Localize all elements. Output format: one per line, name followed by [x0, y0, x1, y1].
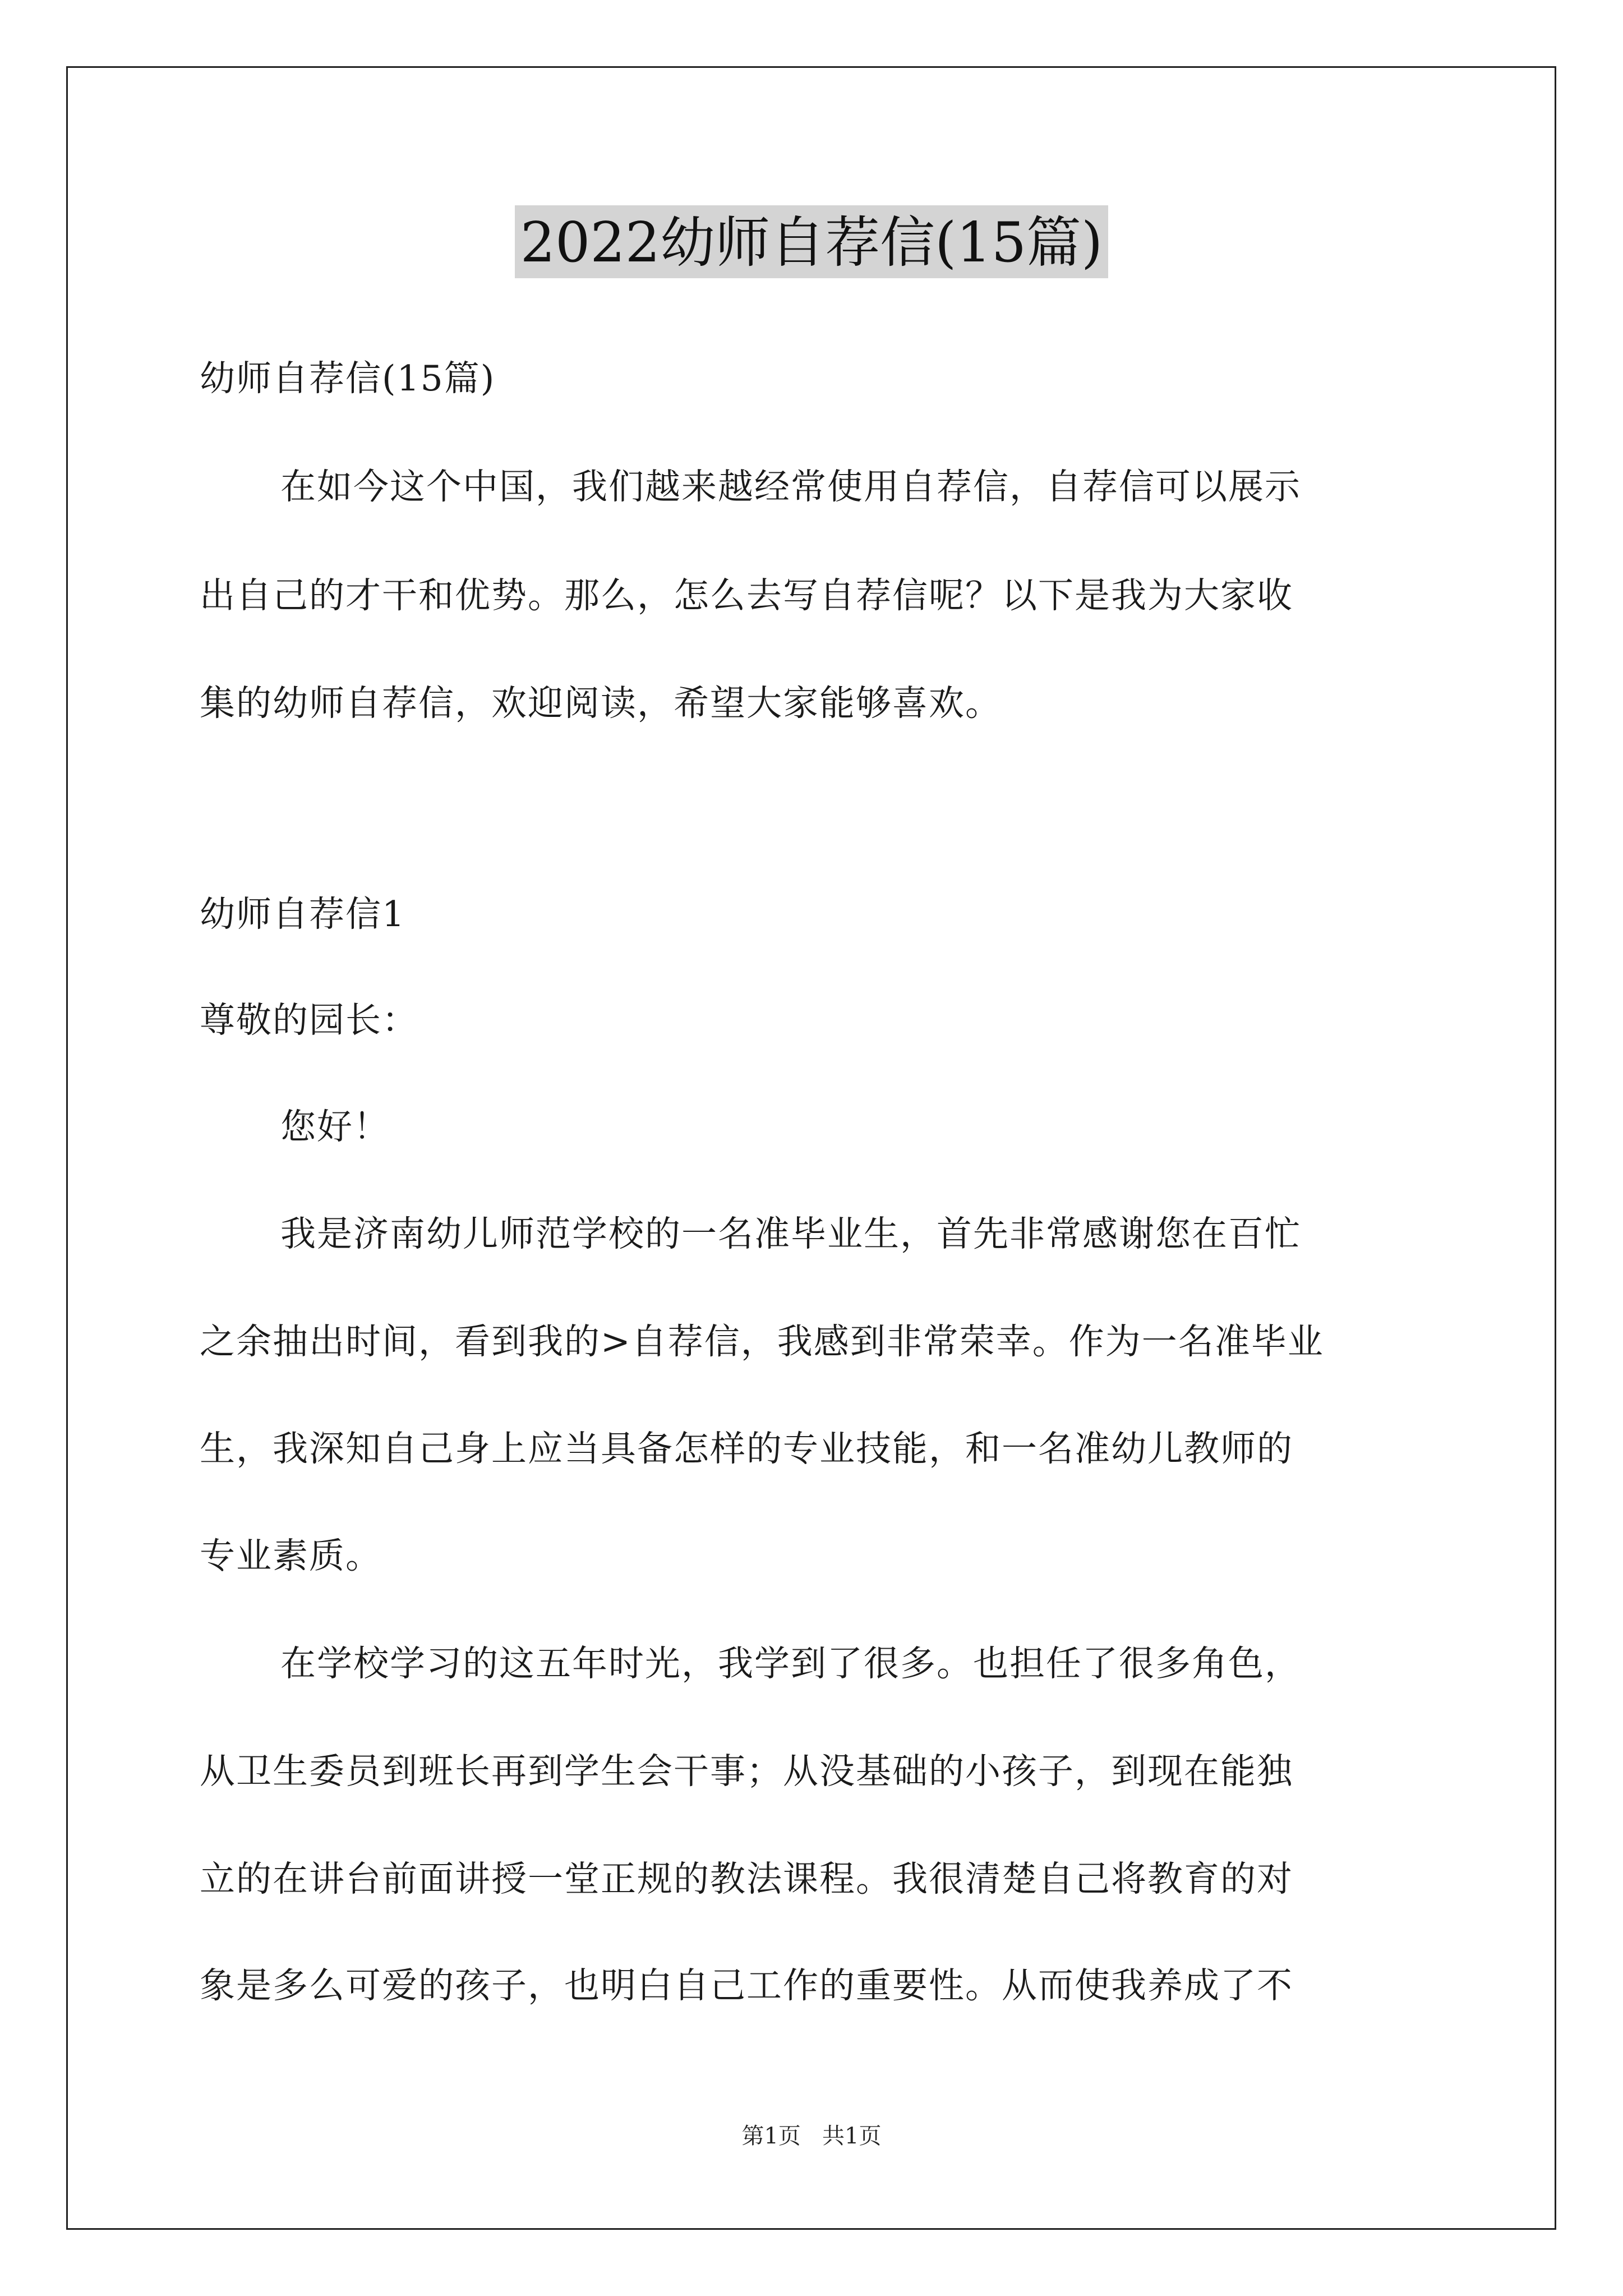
- body-line-3: 生，我深知自己身上应当具备怎样的专业技能，和一名准幼儿教师的: [200, 1428, 1293, 1469]
- document-subtitle: 幼师自荐信(15篇): [200, 358, 496, 399]
- body-line-4: 专业素质。: [200, 1535, 382, 1576]
- page-footer: 第1页 共1页: [741, 2123, 882, 2149]
- body-line-8: 象是多么可爱的孩子，也明白自己工作的重要性。从而使我养成了不: [200, 1965, 1293, 2006]
- intro-line-3: 集的幼师自荐信，欢迎阅读，希望大家能够喜欢。: [200, 683, 1002, 724]
- body-line-6: 从卫生委员到班长再到学生会干事；从没基础的小孩子，到现在能独: [200, 1751, 1293, 1792]
- body-line-5: 在学校学习的这五年时光，我学到了很多。也担任了很多角色，: [280, 1643, 1301, 1684]
- body-line-1: 我是济南幼儿师范学校的一名准毕业生，首先非常感谢您在百忙: [280, 1213, 1301, 1254]
- intro-line-1: 在如今这个中国，我们越来越经常使用自荐信，自荐信可以展示: [280, 466, 1301, 507]
- body-line-7: 立的在讲台前面讲授一堂正规的教法课程。我很清楚自己将教育的对: [200, 1858, 1293, 1899]
- document-title: [0, 205, 1623, 278]
- body-line-2: 之余抽出时间，看到我的>自荐信，我感到非常荣幸。作为一名准毕业: [200, 1321, 1324, 1362]
- salutation: 尊敬的园长：: [200, 1000, 418, 1041]
- section-heading: 幼师自荐信1: [200, 894, 406, 935]
- intro-line-2: 出自己的才干和优势。那么，怎么去写自荐信呢？以下是我为大家收: [200, 575, 1293, 616]
- greeting: 您好！: [280, 1106, 390, 1147]
- document-title-text: 2022幼师自荐信(15篇): [515, 205, 1109, 278]
